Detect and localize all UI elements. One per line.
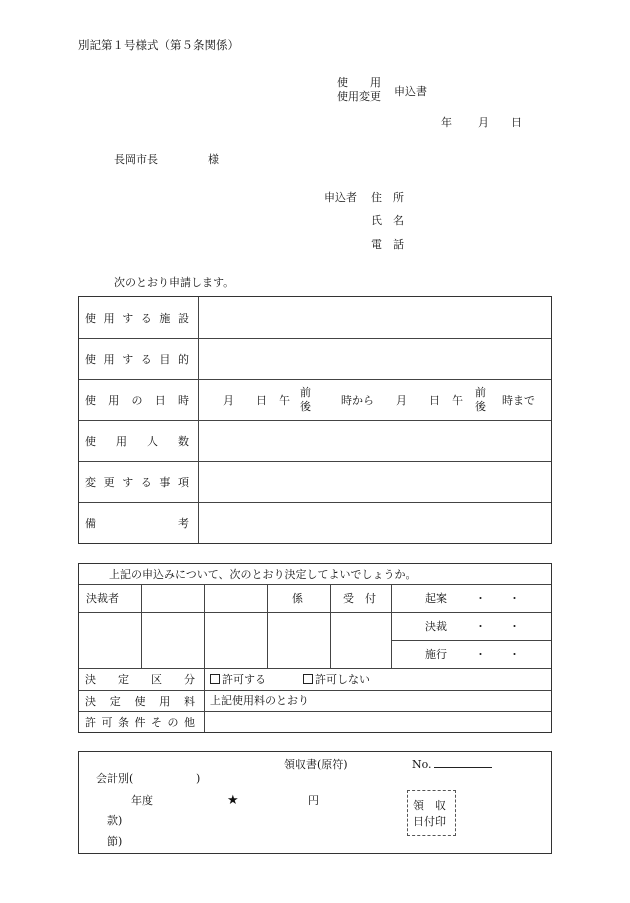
stamp-bottom-text: 日付印 xyxy=(413,815,446,828)
drafted-label: 起案 xyxy=(425,592,447,605)
row-label-datetime: 使 用 の 日 時 xyxy=(85,393,189,407)
row-label-facility: 使 用 す る 施 設 xyxy=(85,311,189,325)
addressee-honorific: 様 xyxy=(208,153,219,166)
approved-label: 決裁 xyxy=(425,620,447,633)
applicant-phone: 電 話 xyxy=(371,238,404,251)
conditions-label: 許 可 条 件 そ の 他 xyxy=(85,715,195,729)
date-month-1: 月 xyxy=(223,393,234,407)
date-noon-2: 午 xyxy=(452,393,463,407)
category-label: 決 定 区 分 xyxy=(85,673,195,686)
applicant-address: 住 所 xyxy=(371,191,404,204)
decision-table xyxy=(78,563,552,733)
fee-value: 上記使用料のとおり xyxy=(210,694,309,707)
staff-label: 係 xyxy=(292,592,303,605)
title-use: 使 用 xyxy=(337,76,381,89)
article-label: 款) xyxy=(107,814,123,827)
row-label-people: 使 用 人 数 xyxy=(85,434,189,448)
reception-label: 受 付 xyxy=(343,592,376,605)
am-pm-2: 前 後 xyxy=(475,385,486,413)
executed-dot-1: ・ xyxy=(475,648,486,661)
date-month: 月 xyxy=(478,116,489,129)
section-label: 節) xyxy=(107,835,123,848)
account-label: 会計別( xyxy=(96,772,134,785)
row-label-purpose: 使 用 す る 目 的 xyxy=(85,352,189,366)
drafted-dot-1: ・ xyxy=(475,592,486,605)
decision-question: 上記の申込みについて、次のとおり決定してよいでしょうか。 xyxy=(109,568,417,581)
addressee-name: 長岡市長 xyxy=(114,153,158,166)
yen-label: 円 xyxy=(308,794,319,807)
receipt-title: 領収書(原符) xyxy=(284,758,348,771)
fiscal-year-label: 年度 xyxy=(131,794,153,807)
drafted-dot-2: ・ xyxy=(509,592,520,605)
deny-checkbox[interactable] xyxy=(303,674,313,684)
applicant-name: 氏 名 xyxy=(371,214,404,227)
star-mark: ★ xyxy=(227,793,239,808)
fee-label: 決 定 使 用 料 xyxy=(85,694,195,708)
title-suffix: 申込書 xyxy=(394,85,427,98)
receipt-stamp-box xyxy=(407,790,456,836)
deny-option[interactable] xyxy=(303,674,370,685)
datetime-row xyxy=(199,379,551,420)
approver-label: 決裁者 xyxy=(86,592,119,605)
approved-dot-1: ・ xyxy=(475,620,486,633)
stamp-top-text: 領 収 xyxy=(413,799,446,812)
receipt-box xyxy=(78,751,552,854)
date-day-1: 日 xyxy=(256,393,267,407)
receipt-no: No. xyxy=(412,759,492,770)
applicant-label: 申込者 xyxy=(324,191,357,204)
date-until: 時まで xyxy=(502,393,535,407)
intro-text: 次のとおり申請します。 xyxy=(114,276,235,289)
row-label-remarks: 備 考 xyxy=(85,516,189,530)
row-label-change: 変 更 す る 事 項 xyxy=(85,475,189,489)
account-close: ) xyxy=(196,772,201,785)
executed-dot-2: ・ xyxy=(509,648,520,661)
application-table xyxy=(78,296,552,544)
form-header: 別記第１号様式（第５条関係） xyxy=(78,38,239,52)
executed-label: 施行 xyxy=(425,648,447,661)
permit-option[interactable] xyxy=(210,674,266,685)
date-month-2: 月 xyxy=(396,393,407,407)
permit-text: 許可する xyxy=(222,673,266,686)
date-from: 時から xyxy=(341,393,374,407)
am-pm-1: 前 後 xyxy=(300,385,311,413)
permit-checkbox[interactable] xyxy=(210,674,220,684)
approved-dot-2: ・ xyxy=(509,620,520,633)
date-noon-1: 午 xyxy=(279,393,290,407)
date-year: 年 xyxy=(441,116,452,129)
date-day: 日 xyxy=(511,116,522,129)
title-use-change: 使用変更 xyxy=(337,90,381,104)
deny-text: 許可しない xyxy=(315,673,370,686)
date-day-2: 日 xyxy=(429,393,440,407)
form-title-stack xyxy=(337,76,381,105)
